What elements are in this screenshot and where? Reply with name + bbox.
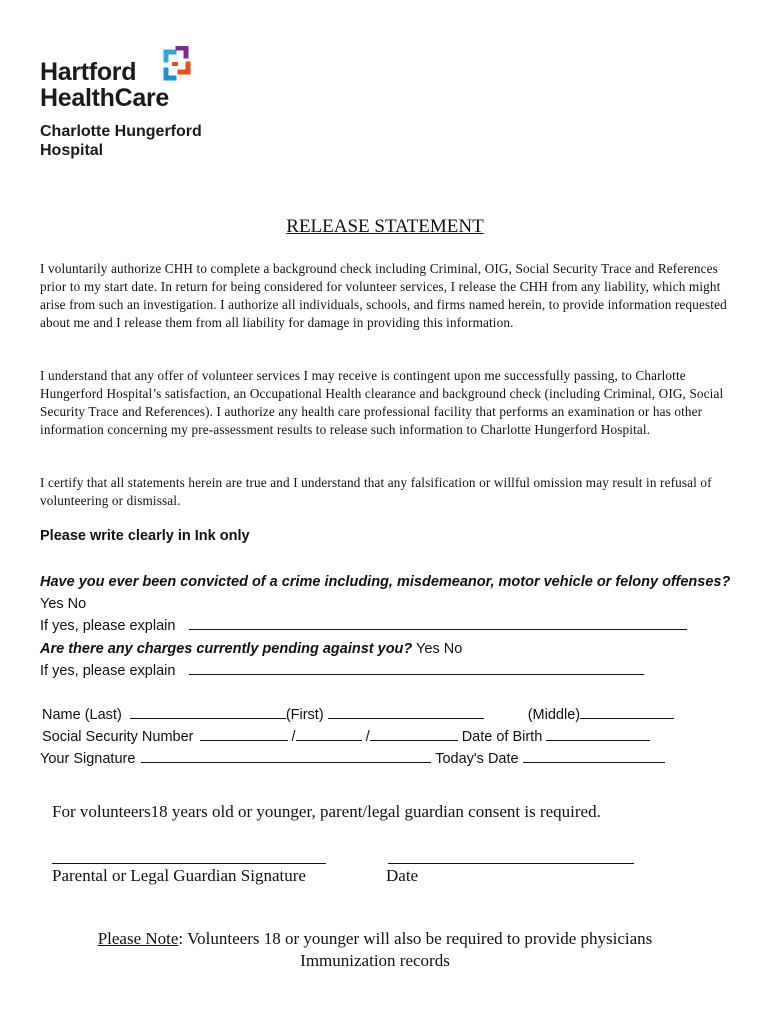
please-note-line-1: : Volunteers 18 or younger will also be required to provide physicians [178, 929, 653, 948]
ssn-field-part-3[interactable] [370, 726, 458, 741]
guardian-consent-notice: For volunteers18 years old or younger, parent/legal guardian consent is required. [52, 802, 601, 821]
hospital-logo [40, 46, 240, 166]
guardian-signature-label: Parental or Legal Guardian Signature [52, 866, 306, 885]
guardian-signature-line[interactable] [52, 862, 326, 864]
ssn-field-part-1[interactable] [200, 726, 288, 741]
explain-row-1 [40, 615, 740, 637]
explain-label-2: If yes, please explain [40, 663, 176, 679]
ink-instruction: Please write clearly in Ink only [40, 528, 250, 544]
ssn-row: Social Security Number / / Date of Birth [42, 726, 650, 748]
name-first-field[interactable] [328, 704, 484, 719]
question-pending-text: Are there any charges currently pending against you? [40, 641, 413, 657]
dob-label: Date of Birth [461, 729, 543, 745]
hartford-healthcare-mark-icon [158, 46, 192, 86]
please-note-line-2: Immunization records [300, 951, 450, 970]
explain-label-1: If yes, please explain [40, 618, 176, 634]
paragraph-understanding: I understand that any offer of volunteer services I may receive is contingent upon me successfully passing, to Charlotte Hungerford Hospital’s satisfaction, an Occupational Health clearance and background check (including Criminal, OIG, Social Security Trace and References). I authorize any health care professional facility that performs an examination or has other information concerning my pre-assessment results to release such information to Charlotte Hungerford Hospital. [40, 368, 724, 437]
document-title [0, 216, 770, 238]
dob-field[interactable] [546, 726, 650, 741]
ssn-label: Social Security Number [42, 729, 194, 745]
logo-subtitle-1: Charlotte Hungerford [40, 123, 202, 140]
guardian-date-line[interactable] [388, 862, 634, 864]
signature-label: Your Signature [40, 751, 136, 767]
question-conviction-text: Have you ever been convicted of a crime including, misdemeanor, motor vehicle or felony offenses? [40, 574, 731, 590]
please-note [0, 928, 750, 972]
todays-date-field[interactable] [523, 748, 665, 763]
question-conviction-options[interactable]: Yes No [40, 596, 87, 612]
question-pending-options[interactable]: Yes No [416, 641, 463, 657]
paragraph-authorization: I voluntarily authorize CHH to complete a background check including Criminal, OIG, Social Security Trace and References prior to my start date. In return for being considered for volunteer services, I release the CHH from any liability, which might arise from such an investigation. I authorize all individuals, schools, and firms named herein, to provide information requested about me and I release them from all liability for damage in providing this information. [40, 261, 727, 330]
name-first-label: (First) [285, 707, 324, 723]
explain-row-2 [40, 660, 740, 682]
logo-subtitle-2: Hospital [40, 142, 104, 159]
logo-line-2: HealthCare [40, 84, 169, 112]
name-middle-label: (Middle) [527, 707, 581, 723]
explain-field-2[interactable] [189, 660, 644, 675]
logo-line-1: Hartford [40, 58, 137, 86]
question-conviction [40, 571, 740, 615]
todays-date-label: Today's Date [435, 751, 519, 767]
signature-field[interactable] [141, 748, 431, 763]
question-pending-charges [40, 638, 740, 660]
ssn-field-part-2[interactable] [296, 726, 362, 741]
name-last-label: Name (Last) [42, 707, 122, 723]
guardian-date-label: Date [386, 866, 419, 885]
title-text: RELEASE STATEMENT [286, 216, 484, 237]
signature-row [40, 748, 665, 770]
name-row [42, 704, 674, 726]
name-middle-field[interactable] [580, 704, 674, 719]
name-last-field[interactable] [130, 704, 286, 719]
explain-field-1[interactable] [189, 615, 687, 630]
paragraph-certification: I certify that all statements herein are true and I understand that any falsification or willful omission may result in refusal of volunteering or dismissal. [40, 475, 712, 508]
please-note-label: Please Note [97, 929, 179, 948]
